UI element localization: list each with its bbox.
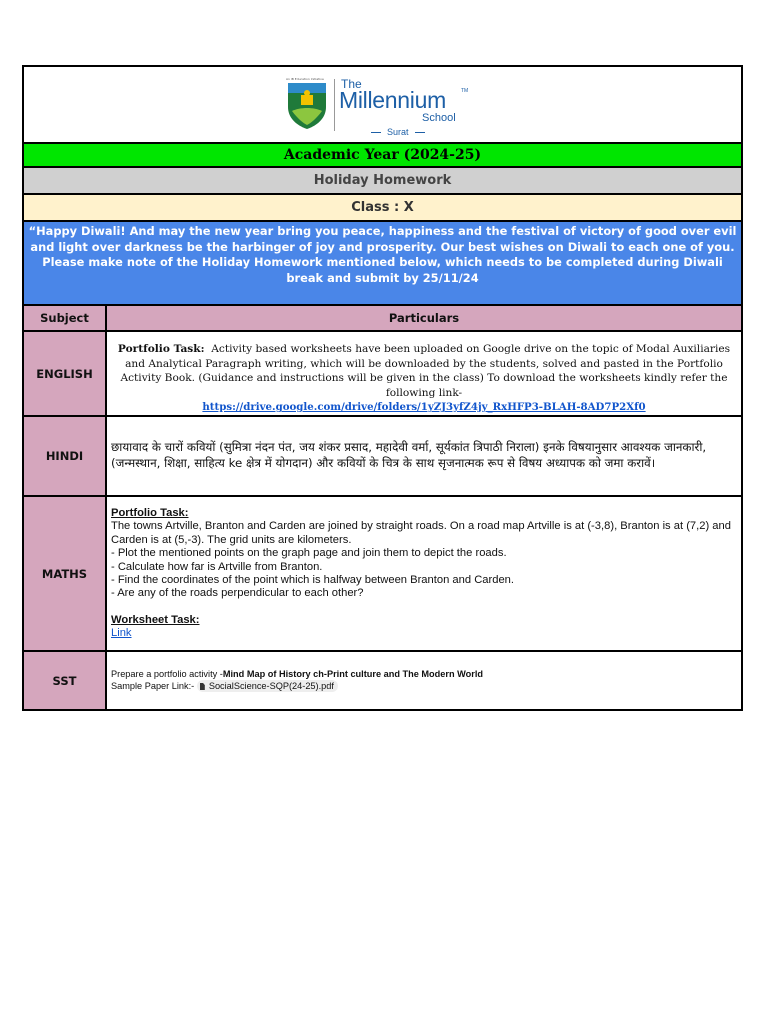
diwali-message [24, 222, 741, 306]
english-task-text: Activity based worksheets have been uploaded on Google drive on the topic of Modal Auxiliaries and Analytical Paragraph writing, which will be downloaded by the students, solved and pasted in the Portfolio Activity Book. (Guidance and instructions will be given in the class) To download the worksheets kindly refer the following link- [120, 343, 731, 399]
maths-point: - Are any of the roads perpendicular to each other? [111, 587, 364, 600]
subject-hindi: HINDI [24, 417, 107, 495]
shield-icon [286, 81, 328, 131]
class-label: Class : X [24, 195, 741, 222]
message-greeting: “Happy Diwali! And may the new year bring you peace, happiness and the festival of victory of good over evil and light over darkness be the harbinger of joy and prosperity. Our best wishes on Diwali to each one of you. [28, 224, 737, 254]
table-row [24, 417, 741, 497]
table-row [24, 332, 741, 417]
subject-english: ENGLISH [24, 332, 107, 415]
maths-intro: The towns Artville, Branton and Carden are joined by straight roads. On a road map Artville is at (-3,8), Branton is at (7,2) and Carden is at (5,-3). The grid units are kilometers. [111, 520, 731, 546]
maths-point: - Plot the mentioned points on the graph page and join them to depict the roads. [111, 547, 507, 560]
subject-maths: MATHS [24, 497, 107, 650]
sst-prefix: Prepare a portfolio activity - [111, 669, 223, 679]
academic-year: Academic Year (2024-25) [24, 144, 741, 168]
message-instructions: Please make note of the Holiday Homework mentioned below, which needs to be completed during Diwali break and submit by 25/11/24 [42, 255, 723, 285]
sst-sample-label: Sample Paper Link:- [111, 681, 195, 691]
maths-worksheet-link[interactable]: Link [111, 627, 132, 640]
hindi-particulars: छायावाद के चारों कवियों (सुमित्रा नंदन पंत, जय शंकर प्रसाद, महादेवी वर्मा, सूर्यकांत त्रिपाठी निराला) इनके विषयानुसार आवश्यक जानकारी, (जन्मस्थान, शिक्षा, साहित्य ke क्षेत्र में योगदान) और कवियों के चित्र के साथ सृजनात्मक रूप से विषय अध्यापक को जमा करावें। [107, 417, 741, 495]
maths-worksheet-label: Worksheet Task: [111, 613, 200, 626]
maths-portfolio-label: Portfolio Task: [111, 507, 189, 519]
table-row [24, 652, 741, 709]
logo-banner [24, 67, 741, 144]
logo-millennium: Millennium [339, 87, 446, 113]
homework-sheet [22, 65, 743, 711]
maths-point: - Calculate how far is Artville from Branton. [111, 560, 323, 573]
subject-sst: SST [24, 652, 107, 709]
school-logo [284, 77, 484, 141]
english-task-label: Portfolio Task: [117, 343, 205, 355]
column-header-subject: Subject [24, 306, 107, 330]
maths-particulars [107, 497, 741, 650]
sst-file-name: SocialScience-SQP(24-25).pdf [208, 681, 334, 691]
table-row [24, 497, 741, 652]
english-drive-link[interactable]: https://drive.google.com/drive/folders/1yZJ3yfZ4jy_RxHFP3-BLAH-8AD7P2Xf0 [202, 401, 646, 414]
logo-the: The [341, 77, 362, 91]
maths-point: - Find the coordinates of the point which is halfway between Branton and Carden. [111, 574, 514, 587]
logo-tagline: An IB Education Initiative [286, 77, 324, 81]
file-icon [200, 683, 205, 690]
english-particulars [107, 332, 741, 415]
logo-tm: TM [461, 88, 469, 94]
sst-bold-text: Mind Map of History ch-Print culture and The Modern World [222, 669, 483, 679]
sst-file-chip[interactable] [197, 680, 338, 692]
sst-particulars [107, 652, 741, 709]
logo-school: School [422, 112, 456, 124]
logo-city: Surat [365, 127, 431, 137]
table-header [24, 306, 741, 332]
page-title: Holiday Homework [24, 168, 741, 195]
logo-divider [334, 79, 335, 131]
column-header-particulars: Particulars [107, 306, 741, 330]
